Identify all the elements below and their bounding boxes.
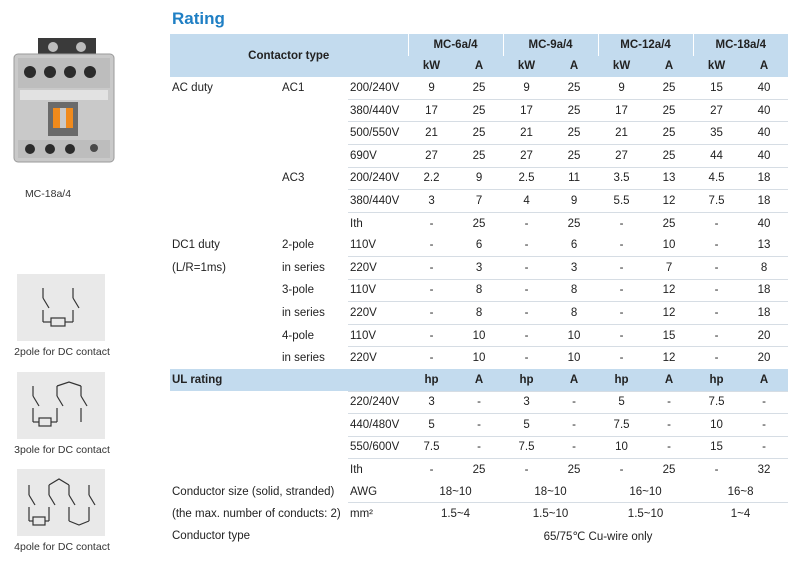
- dc-duty-label: [170, 324, 280, 347]
- dc-row: [170, 234, 788, 256]
- value-cell-kw: 10: [693, 414, 740, 437]
- value-cell-a: 12: [645, 347, 693, 369]
- value-cell-a: 25: [645, 122, 693, 145]
- value-cell-a: 10: [550, 347, 598, 369]
- value-cell-kw: 44: [693, 144, 740, 167]
- conductor-type-label: Conductor type: [172, 529, 250, 542]
- value-cell-a: 20: [740, 324, 788, 347]
- ac3-label: [280, 212, 348, 234]
- value-cell-kw: -: [408, 256, 455, 279]
- value-cell-kw: -: [619, 239, 624, 252]
- value-cell-a: -: [455, 436, 503, 459]
- value-cell-a: 10: [662, 239, 676, 252]
- ac3-label: AC3: [282, 172, 305, 185]
- value-cell-a: 13: [757, 239, 771, 252]
- conductor-count-label: (the max. number of conducts: 2): [172, 508, 341, 521]
- voltage-label: 110V: [348, 324, 408, 347]
- value-cell-kw: 9: [523, 81, 530, 94]
- value-cell-a: -: [645, 436, 693, 459]
- model-header: MC-12a/4: [598, 34, 693, 56]
- ul-spacer: [170, 459, 280, 481]
- value-cell-a: 6: [475, 239, 483, 252]
- value-cell-kw: -: [503, 347, 550, 369]
- value-cell-a: -: [740, 391, 788, 414]
- dc-row: [170, 347, 788, 369]
- value-cell-a: 25: [550, 122, 598, 145]
- ac3-row: [170, 212, 788, 234]
- value-cell-a: -: [455, 391, 503, 414]
- rating-table: [170, 34, 788, 547]
- value-cell-kw: 7.5: [693, 190, 740, 213]
- pole-label: in series: [282, 351, 325, 364]
- dc-duty-section: [170, 234, 788, 369]
- ac1-row: [170, 122, 788, 145]
- value-cell-kw: -: [503, 302, 550, 325]
- voltage-label: Ith: [348, 212, 408, 234]
- value-cell-kw: 17: [503, 99, 550, 122]
- a-header: A: [455, 56, 503, 78]
- value-cell-a: 25: [455, 122, 503, 145]
- value-cell-kw: 4: [503, 190, 550, 213]
- diagram-3pole-caption: 3pole for DC contact: [14, 444, 110, 456]
- a-header: A: [645, 369, 693, 391]
- awg-value: 16~8: [727, 485, 754, 498]
- value-cell-a: 25: [550, 144, 598, 167]
- pole-label: 4-pole: [282, 329, 314, 342]
- product-caption: MC-18a/4: [24, 188, 72, 200]
- voltage-label: 110V: [348, 279, 408, 302]
- ul-row: [170, 391, 788, 414]
- ul-row: [170, 459, 788, 481]
- value-cell-kw: -: [408, 347, 455, 369]
- value-cell-kw: -: [429, 239, 434, 252]
- a-header: A: [455, 369, 503, 391]
- contactor-product-image: [8, 36, 118, 168]
- ac1-label: [280, 99, 348, 122]
- dc-duty-label: [170, 302, 280, 325]
- mm2-label: mm²: [348, 503, 408, 525]
- value-cell-kw: 21: [408, 122, 455, 145]
- ac3-label: [280, 190, 348, 213]
- ac-duty-spacer: [170, 190, 280, 213]
- value-cell-a: 25: [645, 459, 693, 481]
- value-cell-a: 25: [645, 144, 693, 167]
- ac-duty-label: [170, 122, 280, 145]
- voltage-label: 110V: [350, 239, 377, 252]
- value-cell-kw: -: [408, 324, 455, 347]
- model-header: MC-18a/4: [693, 34, 788, 56]
- value-cell-kw: -: [503, 256, 550, 279]
- value-cell-a: -: [550, 391, 598, 414]
- hp-header: hp: [503, 369, 550, 391]
- value-cell-kw: 35: [693, 122, 740, 145]
- voltage-label: 200/240V: [350, 81, 400, 94]
- pole-label: 3-pole: [282, 284, 314, 297]
- value-cell-kw: 7.5: [693, 391, 740, 414]
- header-row-models: [170, 34, 788, 56]
- value-cell-kw: 3: [503, 391, 550, 414]
- value-cell-kw: 3: [408, 391, 455, 414]
- value-cell-kw: 27: [693, 99, 740, 122]
- awg-value: 18~10: [439, 485, 472, 498]
- value-cell-kw: 3: [408, 190, 455, 213]
- dc-duty-label: [170, 347, 280, 369]
- voltage-label: 500/550V: [348, 122, 408, 145]
- value-cell-a: 10: [455, 324, 503, 347]
- value-cell-a: 25: [645, 99, 693, 122]
- ul-spacer: [170, 414, 280, 437]
- value-cell-a: 40: [740, 99, 788, 122]
- value-cell-a: -: [550, 414, 598, 437]
- kw-header: kW: [503, 56, 550, 78]
- awg-value: 16~10: [629, 485, 662, 498]
- value-cell-a: -: [645, 391, 693, 414]
- a-header: A: [550, 369, 598, 391]
- value-cell-a: 25: [550, 459, 598, 481]
- value-cell-kw: 27: [408, 144, 455, 167]
- value-cell-a: 8: [550, 279, 598, 302]
- ac1-row: [170, 77, 788, 99]
- value-cell-a: 8: [455, 302, 503, 325]
- value-cell-a: 11: [550, 167, 598, 190]
- dc-row: [170, 302, 788, 325]
- value-cell-kw: -: [598, 212, 645, 234]
- value-cell-kw: -: [408, 302, 455, 325]
- ul-spacer: [170, 436, 280, 459]
- ac1-label: [280, 144, 348, 167]
- value-cell-kw: -: [693, 302, 740, 325]
- voltage-label: 380/440V: [348, 190, 408, 213]
- value-cell-kw: 27: [503, 144, 550, 167]
- value-cell-kw: 17: [408, 99, 455, 122]
- value-cell-a: 13: [645, 167, 693, 190]
- value-cell-kw: 17: [598, 99, 645, 122]
- voltage-label: 220/240V: [348, 391, 408, 414]
- value-cell-a: 10: [550, 324, 598, 347]
- value-cell-kw: 3.5: [598, 167, 645, 190]
- dc-row: [170, 279, 788, 302]
- pole-label: 2-pole: [282, 239, 314, 252]
- diagram-4pole-caption: 4pole for DC contact: [14, 541, 110, 553]
- ul-rating-label: UL rating: [170, 369, 408, 391]
- diagram-2pole: [17, 274, 105, 341]
- value-cell-a: 6: [570, 239, 578, 252]
- ul-spacer: [280, 391, 348, 414]
- ac3-row: [170, 167, 788, 190]
- ul-section: [170, 391, 788, 481]
- value-cell-kw: -: [693, 279, 740, 302]
- value-cell-a: 25: [455, 459, 503, 481]
- value-cell-kw: 2.5: [503, 167, 550, 190]
- ac-duty-spacer: [170, 167, 280, 190]
- value-cell-kw: -: [598, 256, 645, 279]
- value-cell-a: -: [455, 414, 503, 437]
- value-cell-a: 25: [455, 144, 503, 167]
- value-cell-kw: 15: [693, 436, 740, 459]
- value-cell-kw: 9: [618, 81, 625, 94]
- value-cell-kw: -: [693, 256, 740, 279]
- value-cell-a: 32: [740, 459, 788, 481]
- ac3-row: [170, 190, 788, 213]
- value-cell-a: 18: [740, 279, 788, 302]
- ul-spacer: [280, 414, 348, 437]
- ac-duty-spacer: [170, 212, 280, 234]
- value-cell-kw: -: [598, 324, 645, 347]
- dc-duty-label: [170, 279, 280, 302]
- value-cell-a: -: [740, 414, 788, 437]
- value-cell-kw: -: [408, 212, 455, 234]
- value-cell-kw: 21: [503, 122, 550, 145]
- voltage-label: Ith: [348, 459, 408, 481]
- value-cell-a: 15: [645, 324, 693, 347]
- value-cell-kw: 9: [428, 81, 435, 94]
- value-cell-kw: 5: [503, 414, 550, 437]
- value-cell-a: 25: [455, 212, 503, 234]
- diagram-4pole: [17, 469, 105, 536]
- value-cell-kw: -: [503, 212, 550, 234]
- value-cell-a: 10: [455, 347, 503, 369]
- value-cell-a: 25: [550, 99, 598, 122]
- value-cell-a: 40: [740, 212, 788, 234]
- value-cell-a: 12: [645, 302, 693, 325]
- value-cell-kw: -: [503, 324, 550, 347]
- value-cell-a: 40: [740, 144, 788, 167]
- ac-duty-label: AC duty: [172, 82, 213, 95]
- value-cell-a: 18: [740, 190, 788, 213]
- ul-spacer: [280, 436, 348, 459]
- pole-label: in series: [282, 306, 325, 319]
- value-cell-a: 7: [645, 256, 693, 279]
- value-cell-a: 18: [740, 302, 788, 325]
- value-cell-a: 8: [550, 302, 598, 325]
- hp-header: hp: [693, 369, 740, 391]
- diagram-3pole: [17, 372, 105, 439]
- value-cell-a: 9: [455, 167, 503, 190]
- value-cell-a: 12: [645, 190, 693, 213]
- value-cell-kw: 21: [598, 122, 645, 145]
- model-header: MC-9a/4: [503, 34, 598, 56]
- ac1-row: [170, 144, 788, 167]
- value-cell-kw: -: [693, 212, 740, 234]
- voltage-label: 690V: [348, 144, 408, 167]
- value-cell-kw: 5.5: [598, 190, 645, 213]
- value-cell-a: 8: [740, 256, 788, 279]
- value-cell-kw: -: [524, 239, 529, 252]
- value-cell-kw: 10: [598, 436, 645, 459]
- value-cell-a: -: [550, 436, 598, 459]
- value-cell-a: 3: [455, 256, 503, 279]
- ul-row: [170, 414, 788, 437]
- kw-header: kW: [408, 56, 455, 78]
- pole-label: in series: [282, 261, 325, 274]
- ac1-label: [280, 122, 348, 145]
- value-cell-kw: -: [693, 459, 740, 481]
- mm2-value: 1.5~4: [408, 503, 503, 525]
- wiring-3pole-icon: [17, 372, 105, 439]
- value-cell-kw: -: [598, 279, 645, 302]
- ac-duty-section: [170, 77, 788, 234]
- value-cell-a: 8: [455, 279, 503, 302]
- voltage-label: 550/600V: [348, 436, 408, 459]
- model-header: MC-6a/4: [408, 34, 503, 56]
- value-cell-kw: -: [598, 347, 645, 369]
- awg-value: 18~10: [534, 485, 567, 498]
- value-cell-a: 40: [757, 81, 771, 94]
- hp-header: hp: [598, 369, 645, 391]
- voltage-label: 380/440V: [348, 99, 408, 122]
- value-cell-a: 7: [455, 190, 503, 213]
- value-cell-kw: -: [693, 347, 740, 369]
- value-cell-kw: -: [408, 279, 455, 302]
- kw-header: kW: [693, 56, 740, 78]
- mm2-value: 1.5~10: [598, 503, 693, 525]
- value-cell-kw: -: [693, 324, 740, 347]
- voltage-label: 200/240V: [348, 167, 408, 190]
- a-header: A: [740, 369, 788, 391]
- value-cell-a: 25: [567, 81, 581, 94]
- value-cell-kw: 27: [598, 144, 645, 167]
- value-cell-kw: 5: [408, 414, 455, 437]
- value-cell-kw: 7.5: [503, 436, 550, 459]
- value-cell-a: 18: [740, 167, 788, 190]
- value-cell-kw: 5: [598, 391, 645, 414]
- dc-duty-label: DC1 duty: [172, 239, 220, 252]
- voltage-label: 220V: [348, 302, 408, 325]
- awg-label: AWG: [350, 485, 378, 498]
- value-cell-kw: -: [714, 239, 719, 252]
- a-header: A: [550, 56, 598, 78]
- ac-duty-label: [170, 99, 280, 122]
- value-cell-kw: 2.2: [408, 167, 455, 190]
- value-cell-a: 25: [472, 81, 486, 94]
- value-cell-kw: -: [598, 302, 645, 325]
- wiring-4pole-icon: [17, 469, 105, 536]
- wiring-2pole-icon: [17, 274, 105, 341]
- value-cell-a: 12: [645, 279, 693, 302]
- mm2-value: 1.5~10: [503, 503, 598, 525]
- ul-row: [170, 436, 788, 459]
- value-cell-a: 9: [550, 190, 598, 213]
- conductor-type-value: 65/75℃ Cu-wire only: [543, 530, 653, 543]
- voltage-label: 440/480V: [348, 414, 408, 437]
- diagram-2pole-caption: 2pole for DC contact: [14, 346, 110, 358]
- voltage-label: 220V: [348, 347, 408, 369]
- voltage-label: 220V: [348, 256, 408, 279]
- awg-row: [170, 481, 788, 503]
- ul-header-row: [170, 369, 788, 391]
- value-cell-a: 3: [550, 256, 598, 279]
- value-cell-a: 25: [550, 212, 598, 234]
- ul-spacer: [170, 391, 280, 414]
- ac1-row: [170, 99, 788, 122]
- section-title: Rating: [172, 9, 225, 28]
- value-cell-kw: 4.5: [693, 167, 740, 190]
- dc-duty-label: (L/R=1ms): [172, 261, 226, 274]
- value-cell-a: 25: [455, 99, 503, 122]
- value-cell-a: 40: [740, 122, 788, 145]
- ac-duty-label: [170, 144, 280, 167]
- value-cell-kw: 15: [710, 81, 723, 94]
- value-cell-a: 20: [740, 347, 788, 369]
- mm2-value: 1~4: [693, 503, 788, 525]
- ac1-label: AC1: [282, 82, 305, 95]
- contactor-type-header: Contactor type: [170, 34, 408, 77]
- dc-row: [170, 324, 788, 347]
- hp-header: hp: [408, 369, 455, 391]
- conductor-size-label: Conductor size (solid, stranded): [172, 485, 335, 498]
- a-header: A: [740, 56, 788, 78]
- value-cell-kw: -: [408, 459, 455, 481]
- conductor-type-row: [170, 525, 788, 547]
- value-cell-a: 25: [645, 212, 693, 234]
- value-cell-a: 25: [662, 81, 676, 94]
- value-cell-a: -: [740, 436, 788, 459]
- mm2-row: [170, 503, 788, 525]
- value-cell-kw: -: [598, 459, 645, 481]
- value-cell-kw: 7.5: [408, 436, 455, 459]
- value-cell-kw: 7.5: [598, 414, 645, 437]
- ul-spacer: [280, 459, 348, 481]
- value-cell-a: -: [645, 414, 693, 437]
- a-header: A: [645, 56, 693, 78]
- dc-row: [170, 256, 788, 279]
- value-cell-kw: -: [503, 459, 550, 481]
- value-cell-kw: -: [503, 279, 550, 302]
- kw-header: kW: [598, 56, 645, 78]
